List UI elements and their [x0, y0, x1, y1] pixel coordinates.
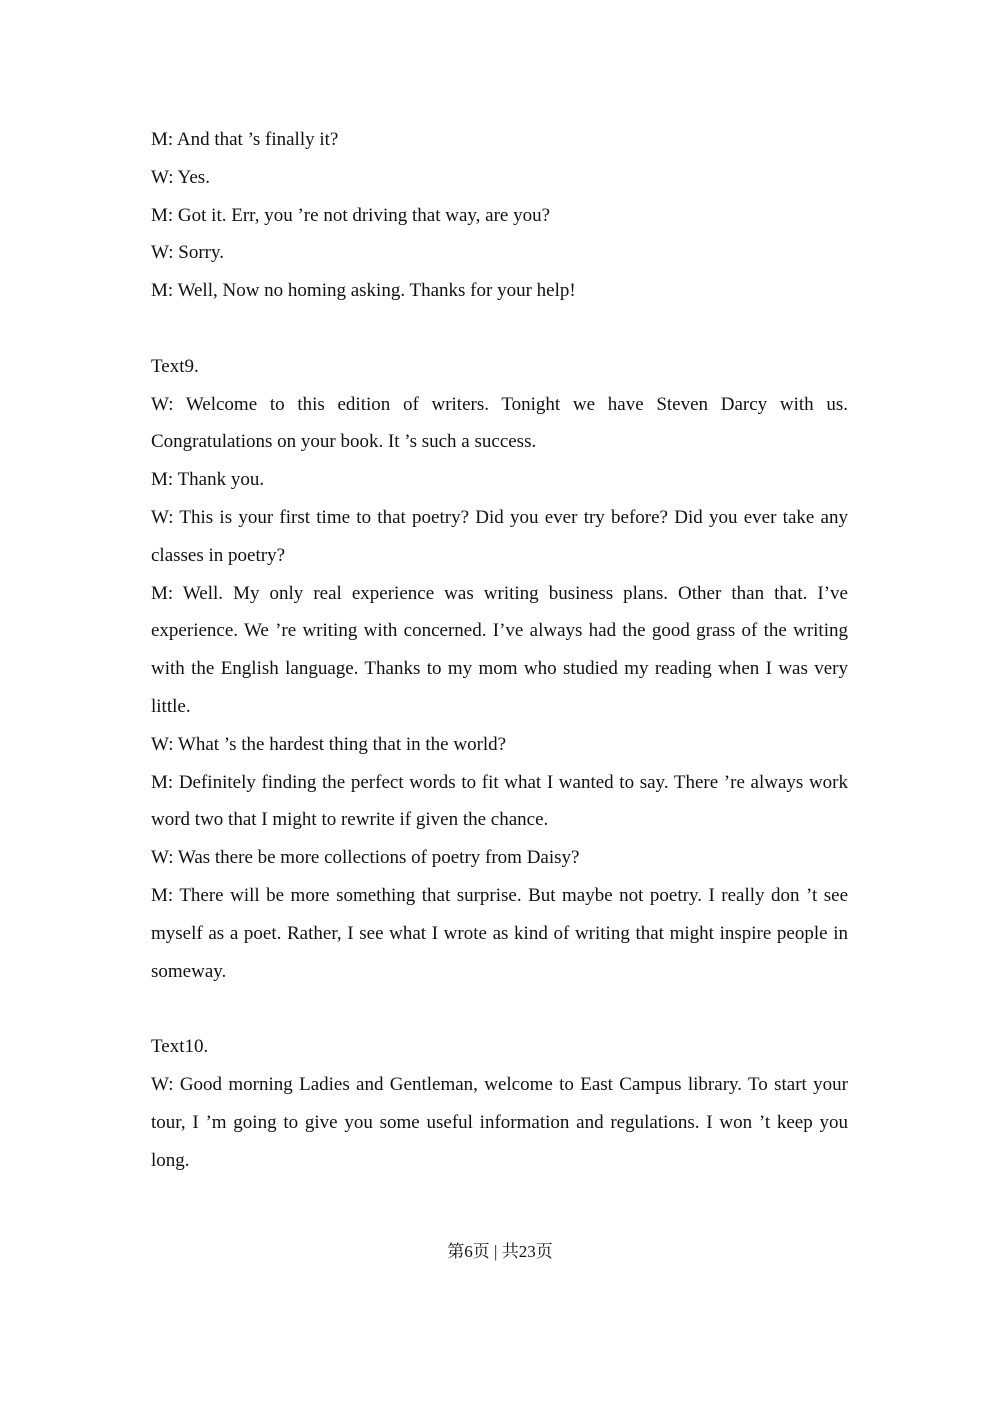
spacer — [151, 990, 848, 1028]
dialogue-paragraph: M: Well. My only real experience was writing business plans. Other than that. I’ve experience. We ’re writing with concerned. I’ve always had the good grass of the writing with the English language. Thanks to my mom who studied my reading when I was very little. — [151, 582, 848, 717]
dialogue-paragraph: W: Good morning Ladies and Gentleman, welcome to East Campus library. To start your tour, I ’m going to give you some useful information and regulations. I won ’t keep you long. — [151, 1073, 848, 1171]
dialogue-line: M: Thank you. — [151, 469, 265, 491]
section-heading-text10: Text10. — [151, 1036, 209, 1058]
document-body — [151, 121, 848, 1179]
section-heading-text9: Text9. — [151, 355, 199, 377]
page-number-footer: 第6页 | 共23页 — [447, 1242, 553, 1261]
dialogue-paragraph: W: This is your first time to that poetry? Did you ever try before? Did you ever take any classes in poetry? — [151, 506, 848, 566]
dialogue-paragraph: W: Welcome to this edition of writers. Tonight we have Steven Darcy with us. Congratulations on your book. It ’s such a success. — [151, 393, 848, 453]
dialogue-line: M: And that ’s finally it? — [151, 129, 339, 150]
dialogue-line: W: What ’s the hardest thing that in the world? — [151, 733, 507, 755]
dialogue-line: W: Yes. — [151, 166, 210, 188]
dialogue-line: W: Was there be more collections of poetry from Daisy? — [151, 847, 580, 869]
dialogue-line: W: Sorry. — [151, 242, 224, 264]
dialogue-line: M: Got it. Err, you ’re not driving that way, are you? — [151, 204, 551, 226]
spacer — [151, 310, 848, 348]
dialogue-paragraph: M: Definitely finding the perfect words to fit what I wanted to say. There ’re always work word two that I might to rewrite if given the chance. — [151, 771, 848, 831]
dialogue-paragraph: M: There will be more something that surprise. But maybe not poetry. I really don ’t see myself as a poet. Rather, I see what I wrote as kind of writing that might inspire people in someway. — [151, 884, 848, 982]
dialogue-line: M: Well, Now no homing asking. Thanks for your help! — [151, 280, 576, 302]
